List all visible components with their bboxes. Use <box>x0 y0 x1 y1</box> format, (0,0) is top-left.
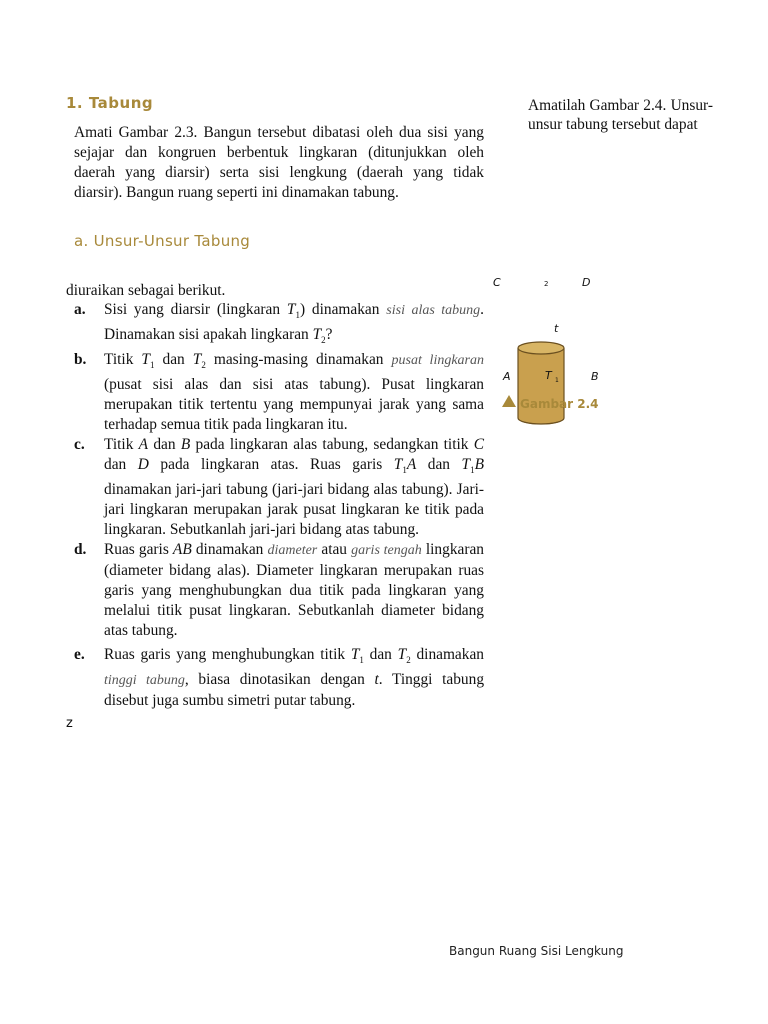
subscript: 2 <box>321 335 326 346</box>
term: tinggi tabung <box>104 673 185 689</box>
label-d: D <box>582 276 591 289</box>
label-c: C <box>493 276 501 289</box>
figure-caption: Gambar 2.4 <box>520 397 599 411</box>
subscript: 1 <box>470 465 475 476</box>
subscript: 1 <box>359 655 364 666</box>
label-sub-2: 2 <box>544 280 549 288</box>
variable: T <box>393 456 403 474</box>
label-t: t <box>554 322 559 335</box>
variable: T <box>397 646 407 664</box>
item-text: dan <box>148 436 181 454</box>
item-text: , biasa dinotasikan dengan <box>184 671 375 689</box>
term: garis tengah <box>351 543 422 559</box>
variable: T <box>286 301 296 318</box>
variable: T <box>192 351 202 369</box>
label-t1: T <box>545 369 552 382</box>
item-text: pada lingkaran atas. Ruas garis <box>148 456 394 474</box>
variable: AB <box>172 541 192 559</box>
item-text: . Tinggi tabung disebut juga sumbu simetri putar tabung. <box>104 671 485 710</box>
section-title: 1. Tabung <box>66 94 154 112</box>
variable: T <box>312 326 322 344</box>
item-text: dan <box>104 456 138 474</box>
term: sisi alas tabung <box>386 303 481 318</box>
item-marker: d. <box>74 541 87 559</box>
item-text: dan <box>154 351 193 369</box>
side-note: Amatilah Gambar 2.4. Unsur-unsur tabung tersebut dapat <box>528 97 713 133</box>
item-text: Titik <box>104 351 142 369</box>
subscript: 1 <box>402 465 407 476</box>
item-text: . Dinamakan sisi apakah lingkaran <box>104 301 485 344</box>
subscript: 2 <box>201 360 206 371</box>
item-text: Ruas garis <box>104 541 173 559</box>
list-item-a <box>74 300 484 350</box>
intro-paragraph: Amati Gambar 2.3. Bangun tersebut dibatasi oleh dua sisi yang sejajar dan kongruen berbentuk lingkaran (ditunjukkan oleh daerah yang diarsir) serta sisi lengkung (daerah yang tidak diarsir). Bangun ruang seperti ini dinamakan tabung. <box>74 124 484 201</box>
variable: A <box>138 436 149 454</box>
item-text: ) dinamakan <box>299 301 387 318</box>
lead-text: diuraikan sebagai berikut. <box>66 282 226 299</box>
triangle-shape <box>502 395 516 407</box>
list-item-e <box>74 645 484 711</box>
variable: B <box>180 436 191 454</box>
variable: T <box>350 646 360 664</box>
item-text: dan <box>363 646 398 664</box>
item-text: pada lingkaran alas tabung, sedangkan titik <box>190 436 474 454</box>
item-marker: c. <box>74 436 85 454</box>
variable: t <box>374 671 379 689</box>
item-text: atau <box>317 541 352 559</box>
label-b: B <box>591 370 599 383</box>
list-item-b <box>74 350 484 435</box>
subsection-title: a. Unsur-Unsur Tabung <box>74 232 251 250</box>
item-text: Titik <box>104 436 139 454</box>
item-text: ? <box>325 326 333 344</box>
list-item-d <box>74 540 484 641</box>
item-text: dinamakan jari-jari tabung (jari-jari bidang alas tabung). Jari-jari lingkaran merupakan jarak pusat lingkaran ke titik pada lingkaran. Sebutkanlah jari-jari bidang atas tabung. <box>104 481 484 539</box>
triangle-marker-icon <box>502 395 516 407</box>
elements-list <box>74 300 484 711</box>
item-text: Sisi yang diarsir (lingkaran <box>104 301 287 318</box>
item-text: masing-masing dinamakan <box>205 351 392 369</box>
label-sub-1: 1 <box>555 377 559 384</box>
variable: C <box>473 436 484 454</box>
item-marker: e. <box>74 646 85 664</box>
subscript: 2 <box>406 655 411 666</box>
term: diameter <box>267 543 318 559</box>
variable: T <box>141 351 150 369</box>
variable: A <box>406 456 417 474</box>
term: pusat lingkaran <box>391 353 485 369</box>
page-footer: Bangun Ruang Sisi Lengkung <box>449 944 624 958</box>
item-text: dinamakan <box>410 646 484 664</box>
label-a: A <box>503 370 511 383</box>
item-text: Ruas garis yang menghubungkan titik <box>104 646 351 664</box>
subscript: 1 <box>149 360 155 371</box>
item-text: dan <box>416 456 462 474</box>
item-text: lingkaran (diameter bidang alas). Diameter lingkaran merupakan ruas garis yang menghubungkan dua titik pada lingkaran yang melalui titik pusat lingkaran. Sebutkanlah diameter bidang atas tabung. <box>104 541 484 640</box>
variable: D <box>137 456 149 474</box>
item-marker: b. <box>74 351 87 369</box>
stray-mark: z <box>66 716 73 731</box>
variable: B <box>474 456 484 474</box>
variable: T <box>461 456 471 474</box>
item-text: dinamakan <box>191 541 268 559</box>
item-marker: a. <box>74 301 86 318</box>
cylinder-top <box>518 342 564 354</box>
list-item-c <box>74 435 484 540</box>
subscript: 1 <box>295 310 300 321</box>
cylinder-icon <box>514 340 568 426</box>
item-text: (pusat sisi alas dan sisi atas tabung). Pusat lingkaran merupakan titik tertentu yang mempunyai jarak yang sama terhadap semua titik pada lingkaran itu. <box>104 376 484 434</box>
